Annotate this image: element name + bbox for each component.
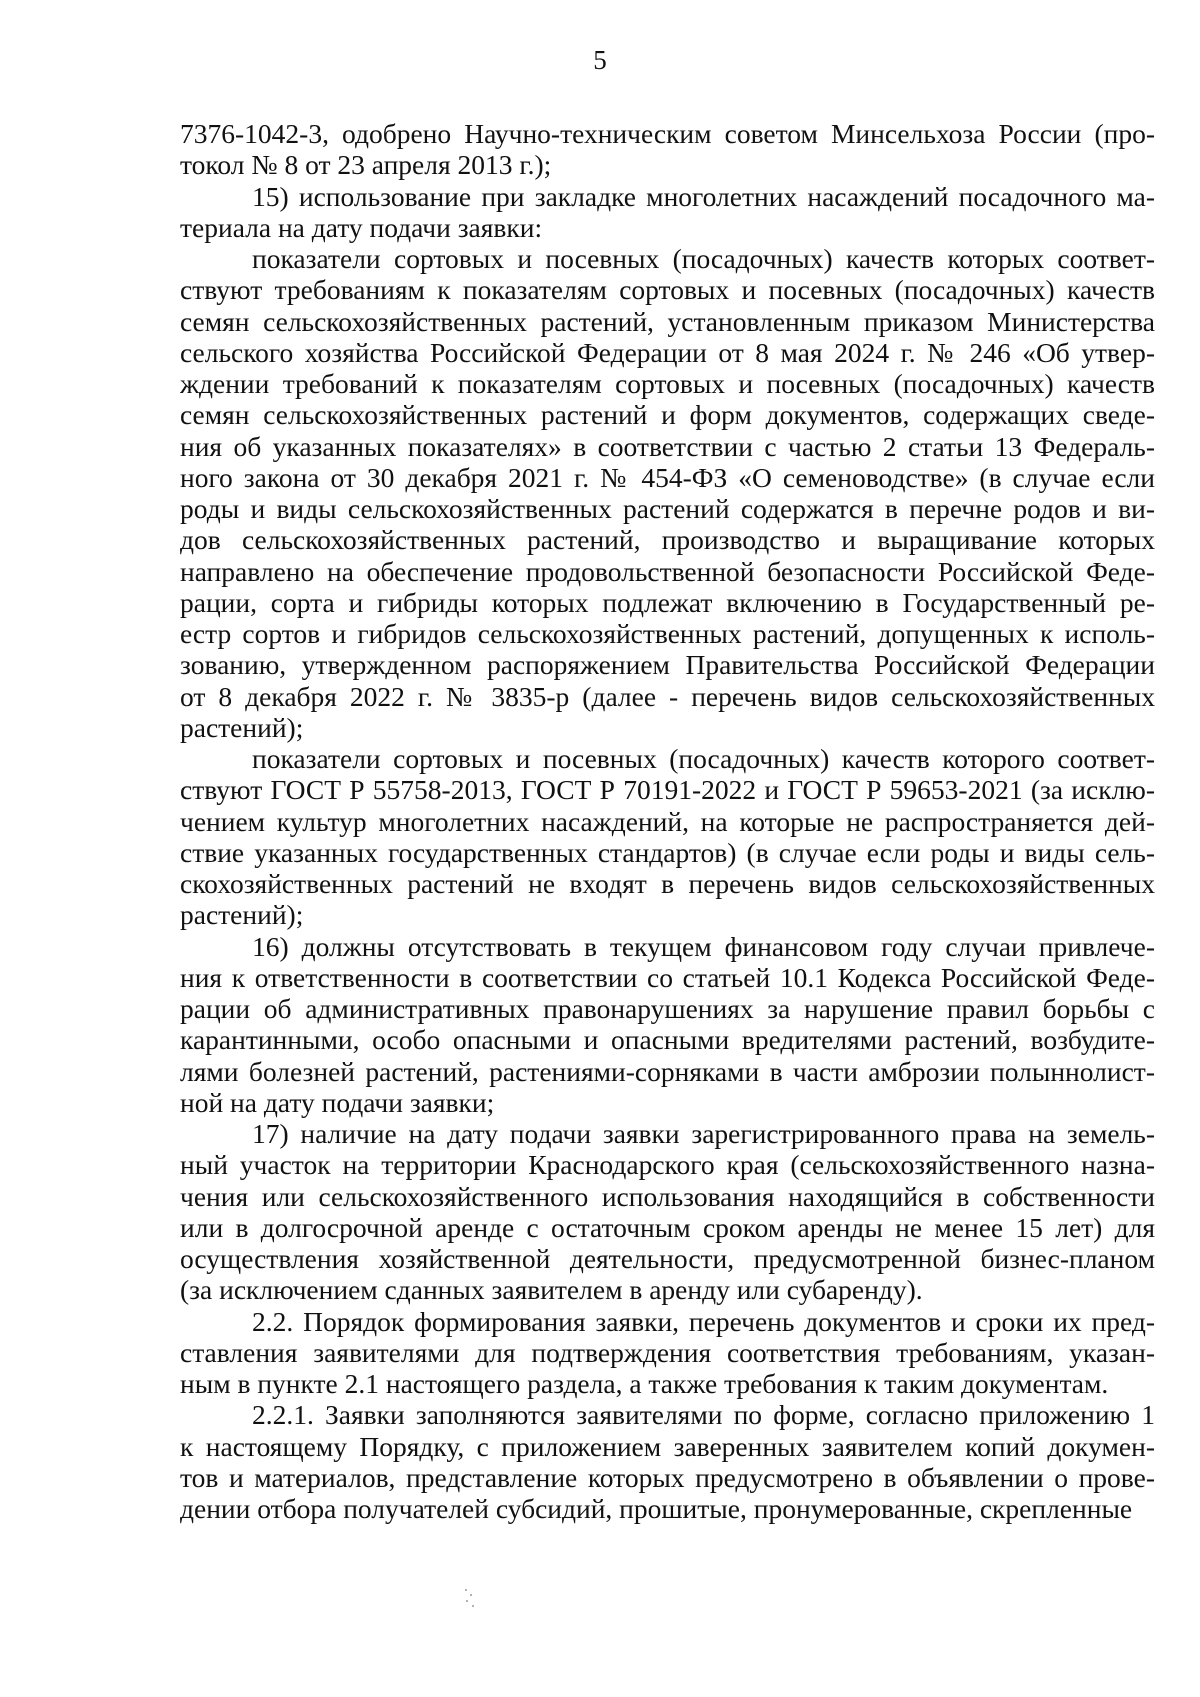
text-line: рации об административных правонарушениях за нарушение правил борьбы с	[180, 993, 1155, 1024]
text-line: или в долгосрочной аренде с остаточным сроком аренды не менее 15 лет) для	[180, 1211, 1155, 1243]
text-line: 2.2. Порядок формирования заявки, перечень документов и сроки их пред-	[252, 1305, 1155, 1337]
text-line: направлено на обеспечение продовольственной безопасности Российской Феде-	[180, 555, 1155, 587]
text-line: токол № 8 от 23 апреля 2013 г.);	[180, 149, 552, 181]
text-line: ный участок на территории Краснодарского края (сельскохозяйственного назна-	[180, 1149, 1155, 1181]
text-line: дении отбора получателей субсидий, прошитые, пронумерованные, скрепленные	[180, 1493, 1133, 1524]
text-line: (за исключением сданных заявителем в аренду или субаренду).	[180, 1274, 923, 1306]
text-line: ствуют требованиям к показателям сортовых и посевных (посадочных) качеств	[180, 274, 1155, 306]
text-line: ния к ответственности в соответствии со статьей 10.1 Кодекса Российской Феде-	[180, 961, 1155, 993]
text-line: семян сельскохозяйственных растений, установленным приказом Министерства	[180, 305, 1155, 337]
text-line: сельского хозяйства Российской Федерации от 8 мая 2024 г. № 246 «Об утвер-	[180, 336, 1155, 368]
text-line: 16) должны отсутствовать в текущем финансовом году случаи привлече-	[252, 930, 1155, 962]
text-line: 7376-1042-3, одобрено Научно-техническим советом Минсельхоза России (про-	[180, 118, 1155, 149]
text-line: роды и виды сельскохозяйственных растений содержатся в перечне родов и ви-	[180, 493, 1155, 524]
text-line: семян сельскохозяйственных растений и форм документов, содержащих сведе-	[180, 399, 1155, 431]
text-line: лями болезней растений, растениями-сорняками в части амброзии полыннолист-	[180, 1055, 1155, 1087]
text-line: осуществления хозяйственной деятельности, предусмотренной бизнес-планом	[180, 1243, 1155, 1274]
document-body	[180, 118, 1155, 1524]
text-line: ждении требований к показателям сортовых и посевных (посадочных) качеств	[180, 368, 1155, 399]
text-line: растений);	[180, 711, 304, 743]
text-line: 2.2.1. Заявки заполняются заявителями по форме, согласно приложению 1	[252, 1399, 1155, 1431]
text-line: ния об указанных показателях» в соответствии с частью 2 статьи 13 Федераль-	[180, 430, 1155, 462]
text-line: 15) использование при закладке многолетних насаждений посадочного ма-	[252, 180, 1155, 212]
scan-speck	[463, 1588, 477, 1610]
text-line: чением культур многолетних насаждений, на которые не распространяется дей-	[180, 805, 1155, 837]
text-line: ной на дату подачи заявки;	[180, 1086, 495, 1118]
text-line: ного закона от 30 декабря 2021 г. № 454-ФЗ «О семеноводстве» (в случае если	[180, 461, 1155, 493]
text-line: карантинными, особо опасными и опасными вредителями растений, возбудите-	[180, 1024, 1155, 1056]
text-line: тов и материалов, представление которых предусмотрено в объявлении о прове-	[180, 1461, 1155, 1493]
text-line: 17) наличие на дату подачи заявки зарегистрированного права на земель-	[252, 1118, 1155, 1149]
text-line: естр сортов и гибридов сельскохозяйственных растений, допущенных к исполь-	[180, 618, 1155, 649]
page-number: 5	[593, 45, 607, 75]
text-line: рации, сорта и гибриды которых подлежат включению в Государственный ре-	[180, 586, 1155, 618]
text-line: растений);	[180, 899, 304, 931]
text-line: показатели сортовых и посевных (посадочных) качеств которых соответ-	[252, 243, 1155, 274]
text-line: к настоящему Порядку, с приложением заверенных заявителем копий докумен-	[180, 1430, 1155, 1462]
text-line: скохозяйственных растений не входят в перечень видов сельскохозяйственных	[180, 868, 1155, 899]
text-line: ным в пункте 2.1 настоящего раздела, а также требования к таким документам.	[180, 1368, 1109, 1399]
text-line: ствуют ГОСТ Р 55758-2013, ГОСТ Р 70191-2022 и ГОСТ Р 59653-2021 (за исклю-	[180, 774, 1155, 806]
text-line: дов сельскохозяйственных растений, производство и выращивание которых	[180, 524, 1155, 556]
text-line: териала на дату подачи заявки:	[180, 211, 543, 243]
text-line: показатели сортовых и посевных (посадочных) качеств которого соответ-	[252, 743, 1155, 774]
text-line: ствие указанных государственных стандартов) (в случае если роды и виды сель-	[180, 836, 1155, 868]
text-line: от 8 декабря 2022 г. № 3835-р (далее - перечень видов сельскохозяйственных	[180, 680, 1155, 712]
text-line: ставления заявителями для подтверждения соответствия требованиям, указан-	[180, 1336, 1155, 1368]
text-line: чения или сельскохозяйственного использования находящийся в собственности	[180, 1180, 1155, 1212]
text-line: зованию, утвержденном распоряжением Правительства Российской Федерации	[180, 649, 1155, 681]
